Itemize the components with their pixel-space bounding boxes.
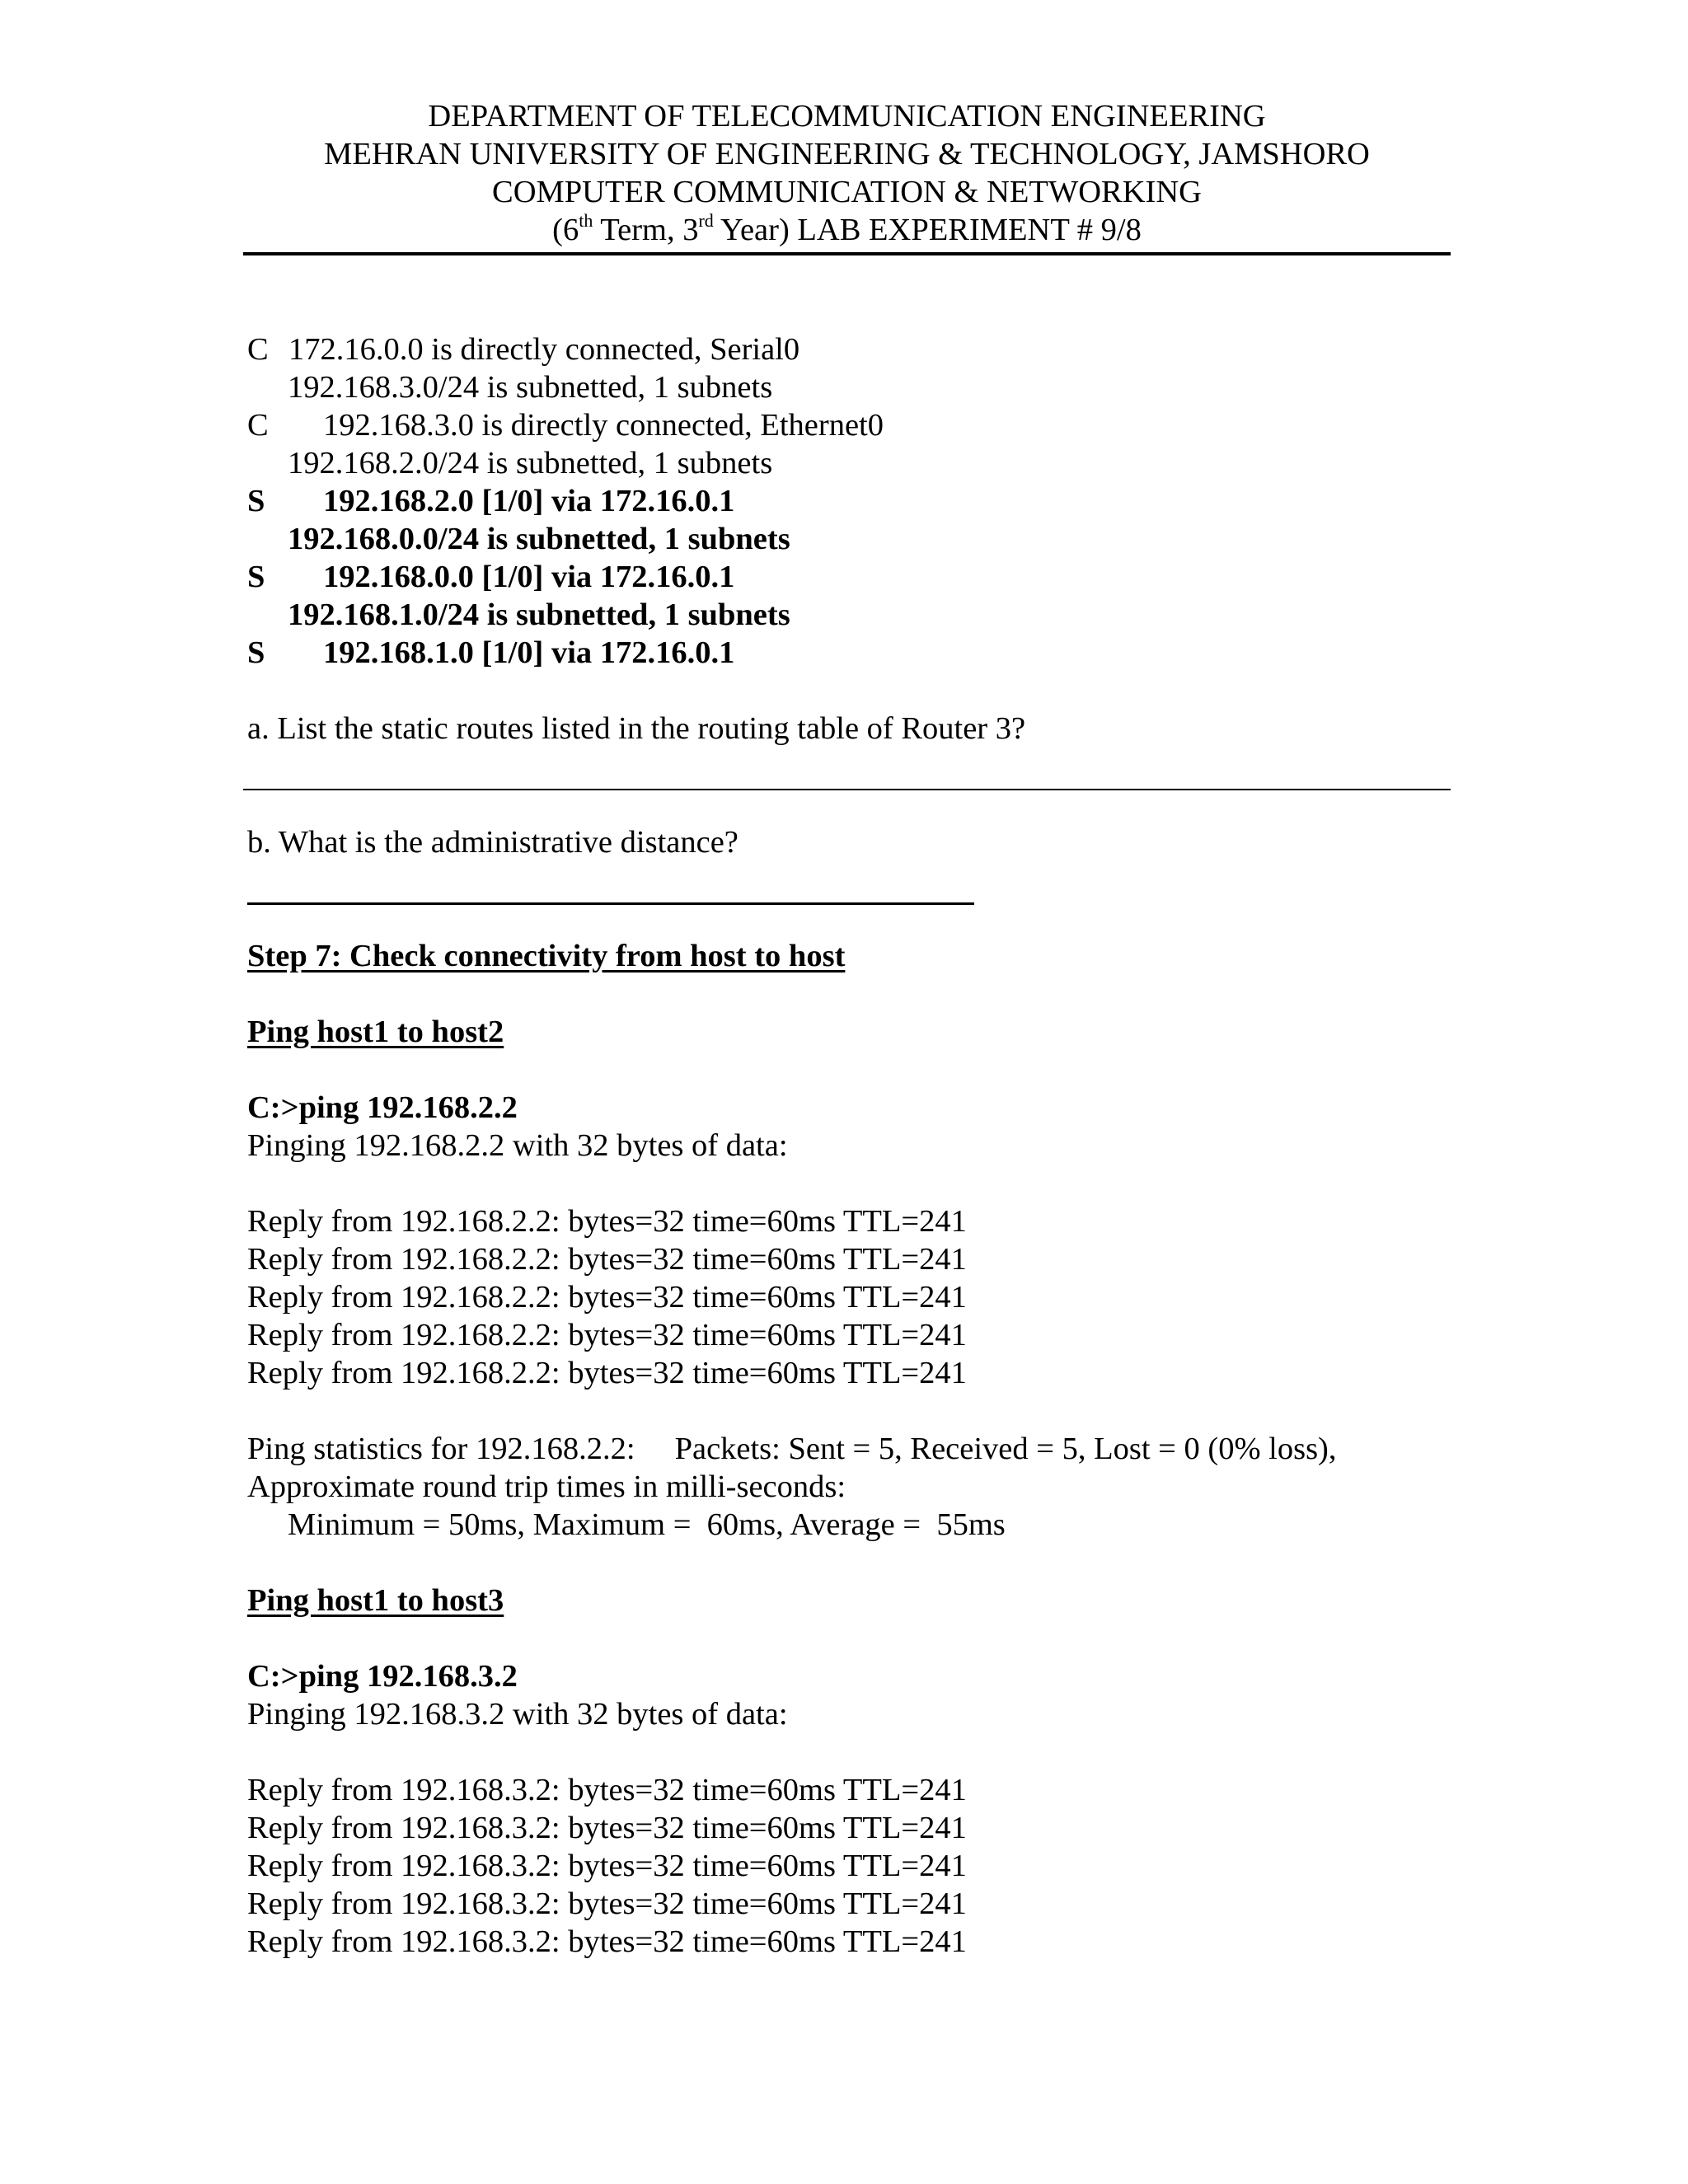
ping1-command: C:>ping 192.168.2.2 [247,1090,518,1125]
ping2-reply: Reply from 192.168.3.2: bytes=32 time=60ms TTL=241 [247,1773,967,1807]
ping2-command: C:>ping 192.168.3.2 [247,1659,518,1694]
routing-entry [247,368,1451,406]
route-text: 192.168.3.0/24 is subnetted, 1 subnets [288,370,773,405]
route-text: 192.168.1.0 [1/0] via 172.16.0.1 [323,635,735,670]
header-experiment [243,211,1451,249]
ping1-stats-packets: Packets: Sent = 5, Received = 5, Lost = 0 (0% loss), [674,1432,1337,1466]
header-department: DEPARTMENT OF TELECOMMUNICATION ENGINEERING [428,99,1266,134]
ping1-reply: Reply from 192.168.2.2: bytes=32 time=60ms TTL=241 [247,1318,967,1352]
route-text: 192.168.2.0 [1/0] via 172.16.0.1 [323,484,735,518]
question-b: b. What is the administrative distance? [247,825,738,860]
routing-entry [247,406,1451,444]
route-text: 192.168.3.0 is directly connected, Ethernet0 [323,408,884,443]
routing-entry [247,558,1451,596]
header-sup-rd: rd [698,210,714,231]
route-code: S [247,560,265,594]
route-code: C [247,408,269,443]
ping1-reply: Reply from 192.168.2.2: bytes=32 time=60ms TTL=241 [247,1280,967,1315]
ping1-reply: Reply from 192.168.2.2: bytes=32 time=60ms TTL=241 [247,1242,967,1277]
ping2-reply: Reply from 192.168.3.2: bytes=32 time=60ms TTL=241 [247,1886,967,1921]
ping1-rtt [247,1506,1451,1544]
question-a: a. List the static routes listed in the routing table of Router 3? [247,711,1026,746]
ping1-rtt-values: Minimum = 50ms, Maximum = 60ms, Average = 55ms [288,1507,1006,1542]
ping2-reply: Reply from 192.168.3.2: bytes=32 time=60ms TTL=241 [247,1811,967,1845]
routing-entry [247,596,1451,634]
header-experiment-end: Year) LAB EXPERIMENT # 9/8 [713,213,1142,247]
route-text: 172.16.0.0 is directly connected, Serial0 [288,332,800,367]
answer-line-b [247,902,974,905]
route-code: S [247,635,265,670]
route-text: 192.168.0.0 [1/0] via 172.16.0.1 [323,560,735,594]
route-text: 192.168.0.0/24 is subnetted, 1 subnets [288,522,790,556]
route-text: 192.168.1.0/24 is subnetted, 1 subnets [288,598,790,632]
header-sup-th: th [579,210,593,231]
header-experiment-open: (6 [552,213,579,247]
ping1-pinging: Pinging 192.168.2.2 with 32 bytes of data: [247,1128,788,1163]
document-header [243,97,1451,249]
routing-entry [247,444,1451,482]
route-text: 192.168.2.0/24 is subnetted, 1 subnets [288,446,773,480]
ping1-rtt-label: Approximate round trip times in milli-seconds: [247,1469,846,1504]
ping2-reply: Reply from 192.168.3.2: bytes=32 time=60ms TTL=241 [247,1924,967,1959]
routing-table [247,330,1451,672]
routing-entry [247,482,1451,520]
header-experiment-mid: Term, 3 [593,213,699,247]
header-university: MEHRAN UNIVERSITY OF ENGINEERING & TECHNOLOGY, JAMSHORO [324,137,1370,171]
route-code: S [247,484,265,518]
ping1-stats [247,1430,1451,1468]
route-code: C [247,332,269,367]
ping2-heading: Ping host1 to host3 [247,1583,504,1618]
ping1-heading: Ping host1 to host2 [247,1015,504,1049]
ping1-reply: Reply from 192.168.2.2: bytes=32 time=60ms TTL=241 [247,1204,967,1239]
answer-line-a [243,789,1451,790]
document-body [247,330,1451,1961]
ping1-stats-label: Ping statistics for 192.168.2.2: [247,1432,635,1466]
header-course: COMPUTER COMMUNICATION & NETWORKING [492,175,1202,209]
routing-entry [247,330,1451,368]
header-rule [243,252,1451,255]
ping1-reply: Reply from 192.168.2.2: bytes=32 time=60ms TTL=241 [247,1356,967,1390]
ping2-pinging: Pinging 192.168.3.2 with 32 bytes of data: [247,1697,788,1732]
routing-entry [247,634,1451,672]
step7-title: Step 7: Check connectivity from host to host [247,939,846,973]
ping2-reply: Reply from 192.168.3.2: bytes=32 time=60ms TTL=241 [247,1849,967,1883]
routing-entry [247,520,1451,558]
